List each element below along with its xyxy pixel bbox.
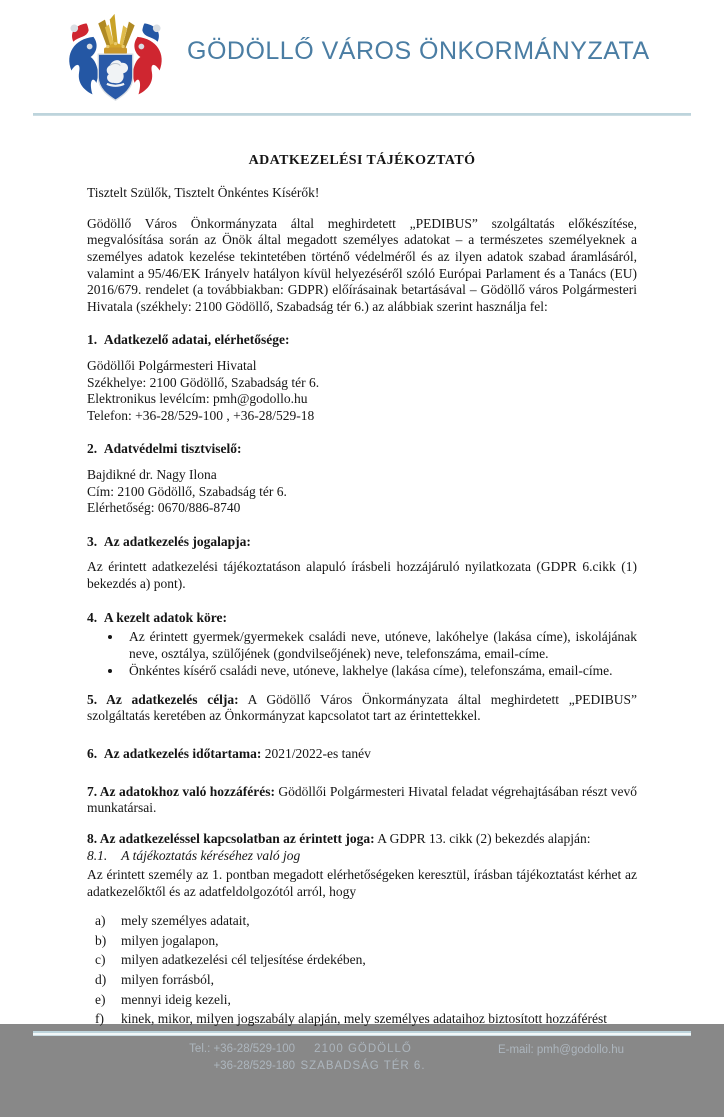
- dpo-address: Cím: 2100 Gödöllő, Szabadság tér 6.: [87, 483, 287, 499]
- footer-phone-2: +36-28/529-180: [213, 1060, 295, 1073]
- section-4-heading: 4. A kezelt adatok köre:: [87, 609, 227, 625]
- section-8-label: 8. Az adatkezeléssel kapcsolatban az érintett joga:: [87, 830, 375, 846]
- dpo-name: Bajdikné dr. Nagy Ilona: [87, 466, 217, 482]
- section-8-1-heading: [87, 848, 637, 865]
- item-marker: a): [95, 913, 106, 929]
- section-8-1-title: A tájékoztatás kéréséhez való jog: [121, 848, 301, 864]
- item-text: milyen forrásból,: [121, 972, 214, 987]
- item-text: mennyi ideig kezeli,: [121, 991, 231, 1007]
- section-1-heading: 1. Adatkezelő adatai, elérhetősége:: [87, 332, 290, 348]
- section-6-label: 6. Az adatkezelés időtartama:: [87, 746, 262, 762]
- item-marker: b): [95, 932, 107, 948]
- item-marker: c): [95, 952, 106, 968]
- section-8-text: A GDPR 13. cikk (2) bekezdés alapján:: [374, 830, 591, 846]
- section-2-heading: 2. Adatvédelmi tisztviselő:: [87, 441, 242, 457]
- section-7-text: Gödöllői Polgármesteri Hivatal feladat végrehajtásában részt vevő munkatársai.: [87, 783, 637, 816]
- section-5-text: A Gödöllő Város Önkormányzata által meghirdetett „PEDIBUS” szolgáltatás keretében az Önkormányzat kapcsolatot tart az érintettekkel.: [87, 691, 637, 724]
- section-6-paragraph: [87, 746, 637, 763]
- footer-phone-1: Tel.: +36-28/529-100: [189, 1042, 295, 1055]
- list-item: [95, 972, 637, 989]
- document-body: [0, 116, 724, 1031]
- footer-columns: [0, 1036, 724, 1117]
- org-name: GÖDÖLLŐ VÁROS ÖNKORMÁNYZATA: [187, 36, 650, 65]
- section-8-1-paragraph: Az érintett személy az 1. pontban megadott elérhetőségeken keresztül, írásban tájékoztatást kérhet az adatkezelőktől és az adatfeldolgozótól arról, hogy: [87, 867, 637, 899]
- section-6-text: 2021/2022-es tanév: [261, 746, 371, 762]
- section-5-paragraph: [87, 692, 637, 725]
- rights-list: [95, 913, 637, 1028]
- crest-mantling-right: [133, 23, 162, 94]
- item-text: mely személyes adatait,: [121, 913, 250, 929]
- crest-mantling-left: [69, 23, 98, 94]
- document-title: ADATKEZELÉSI TÁJÉKOZTATÓ: [248, 153, 476, 168]
- section-7-label: 7. Az adatokhoz való hozzáférés:: [87, 783, 275, 799]
- controller-email: Elektronikus levélcím: pmh@godollo.hu: [87, 391, 308, 407]
- footer-address-1: 2100 GÖDÖLLŐ: [314, 1042, 412, 1055]
- footer-phone-block: [33, 1041, 295, 1076]
- kept-data-list: [87, 629, 637, 680]
- coat-of-arms-icon: [62, 12, 169, 104]
- page-header: [0, 0, 724, 104]
- section-1-body: [87, 358, 637, 424]
- section-8-paragraph: [87, 831, 637, 848]
- item-marker: f): [95, 1011, 104, 1027]
- footer-address-2: SZABADSÁG TÉR 6.: [300, 1060, 426, 1073]
- intro-paragraph: Gödöllő Város Önkormányzata által meghirdetett „PEDIBUS” szolgáltatás előkészítése, megvalósítása során az Önök által megadott személyes adatokat – a természetes személyeknek a személyes adatok kezelése tekintetében történő védelméről és az ilyen adatok szabad áramlásáról, valamint a 95/46/EK Irányelv hatályon kívül helyezéséről szóló Európai Parlament és a Tanács (EU) 2016/679. rendelet (a továbbiakban: GDPR) előírásainak betartásával – Gödöllő város Polgármesteri Hivatala (székhely: 2100 Gödöllő, Szabadság tér 6.) az alábbiak szerint használja fel:: [87, 215, 637, 314]
- section-2-body: [87, 467, 637, 517]
- dpo-phone: Elérhetőség: 0670/886-8740: [87, 500, 241, 516]
- item-marker: e): [95, 991, 106, 1007]
- controller-name: Gödöllői Polgármesteri Hivatal: [87, 357, 257, 373]
- footer-email-block: [431, 1041, 691, 1076]
- item-text: milyen adatkezelési cél teljesítése érdekében,: [121, 952, 366, 968]
- list-item: [95, 933, 637, 950]
- footer-email: E-mail: pmh@godollo.hu: [497, 1043, 625, 1056]
- item-text: kinek, mikor, milyen jogszabály alapján, mely személyes adataihoz biztosított hozzáférést: [121, 1011, 608, 1027]
- controller-address: Székhelye: 2100 Gödöllő, Szabadság tér 6.: [87, 374, 320, 390]
- section-7-paragraph: [87, 784, 637, 817]
- section-3-heading: 3. Az adatkezelés jogalapja:: [87, 533, 251, 549]
- list-item: • Önkéntes kísérő családi neve, utóneve, lakhelye (lakása címe), telefonszáma, email-címe.: [123, 663, 637, 680]
- item-marker: d): [95, 972, 107, 987]
- crest-shield: [98, 54, 133, 100]
- footer-address-block: [295, 1041, 431, 1076]
- greeting-line: Tisztelt Szülők, Tisztelt Önkéntes Kísérők!: [87, 185, 320, 201]
- controller-phone: Telefon: +36-28/529-100 , +36-28/529-18: [87, 407, 315, 423]
- page-footer: [0, 1031, 724, 1117]
- section-5-label: 5. Az adatkezelés célja:: [87, 691, 239, 707]
- list-item: [95, 1011, 637, 1028]
- section-3-body: Az érintett adatkezelési tájékoztatáson alapuló írásbeli hozzájáruló nyilatkozata (GDPR 6.cikk (1) bekezdés a) pont).: [87, 559, 637, 591]
- section-8-1-number: 8.1.: [87, 848, 108, 864]
- list-item: • Az érintett gyermek/gyermekek családi neve, utóneve, lakóhelye (lakása címe), iskolájának neve, osztálya, szülőjének (gondvilseőjének) neve, telefonszáma, email-címe.: [123, 629, 637, 662]
- item-text: milyen jogalapon,: [121, 932, 219, 948]
- list-item: [95, 992, 637, 1009]
- list-item: [95, 913, 637, 930]
- list-item: [95, 952, 637, 969]
